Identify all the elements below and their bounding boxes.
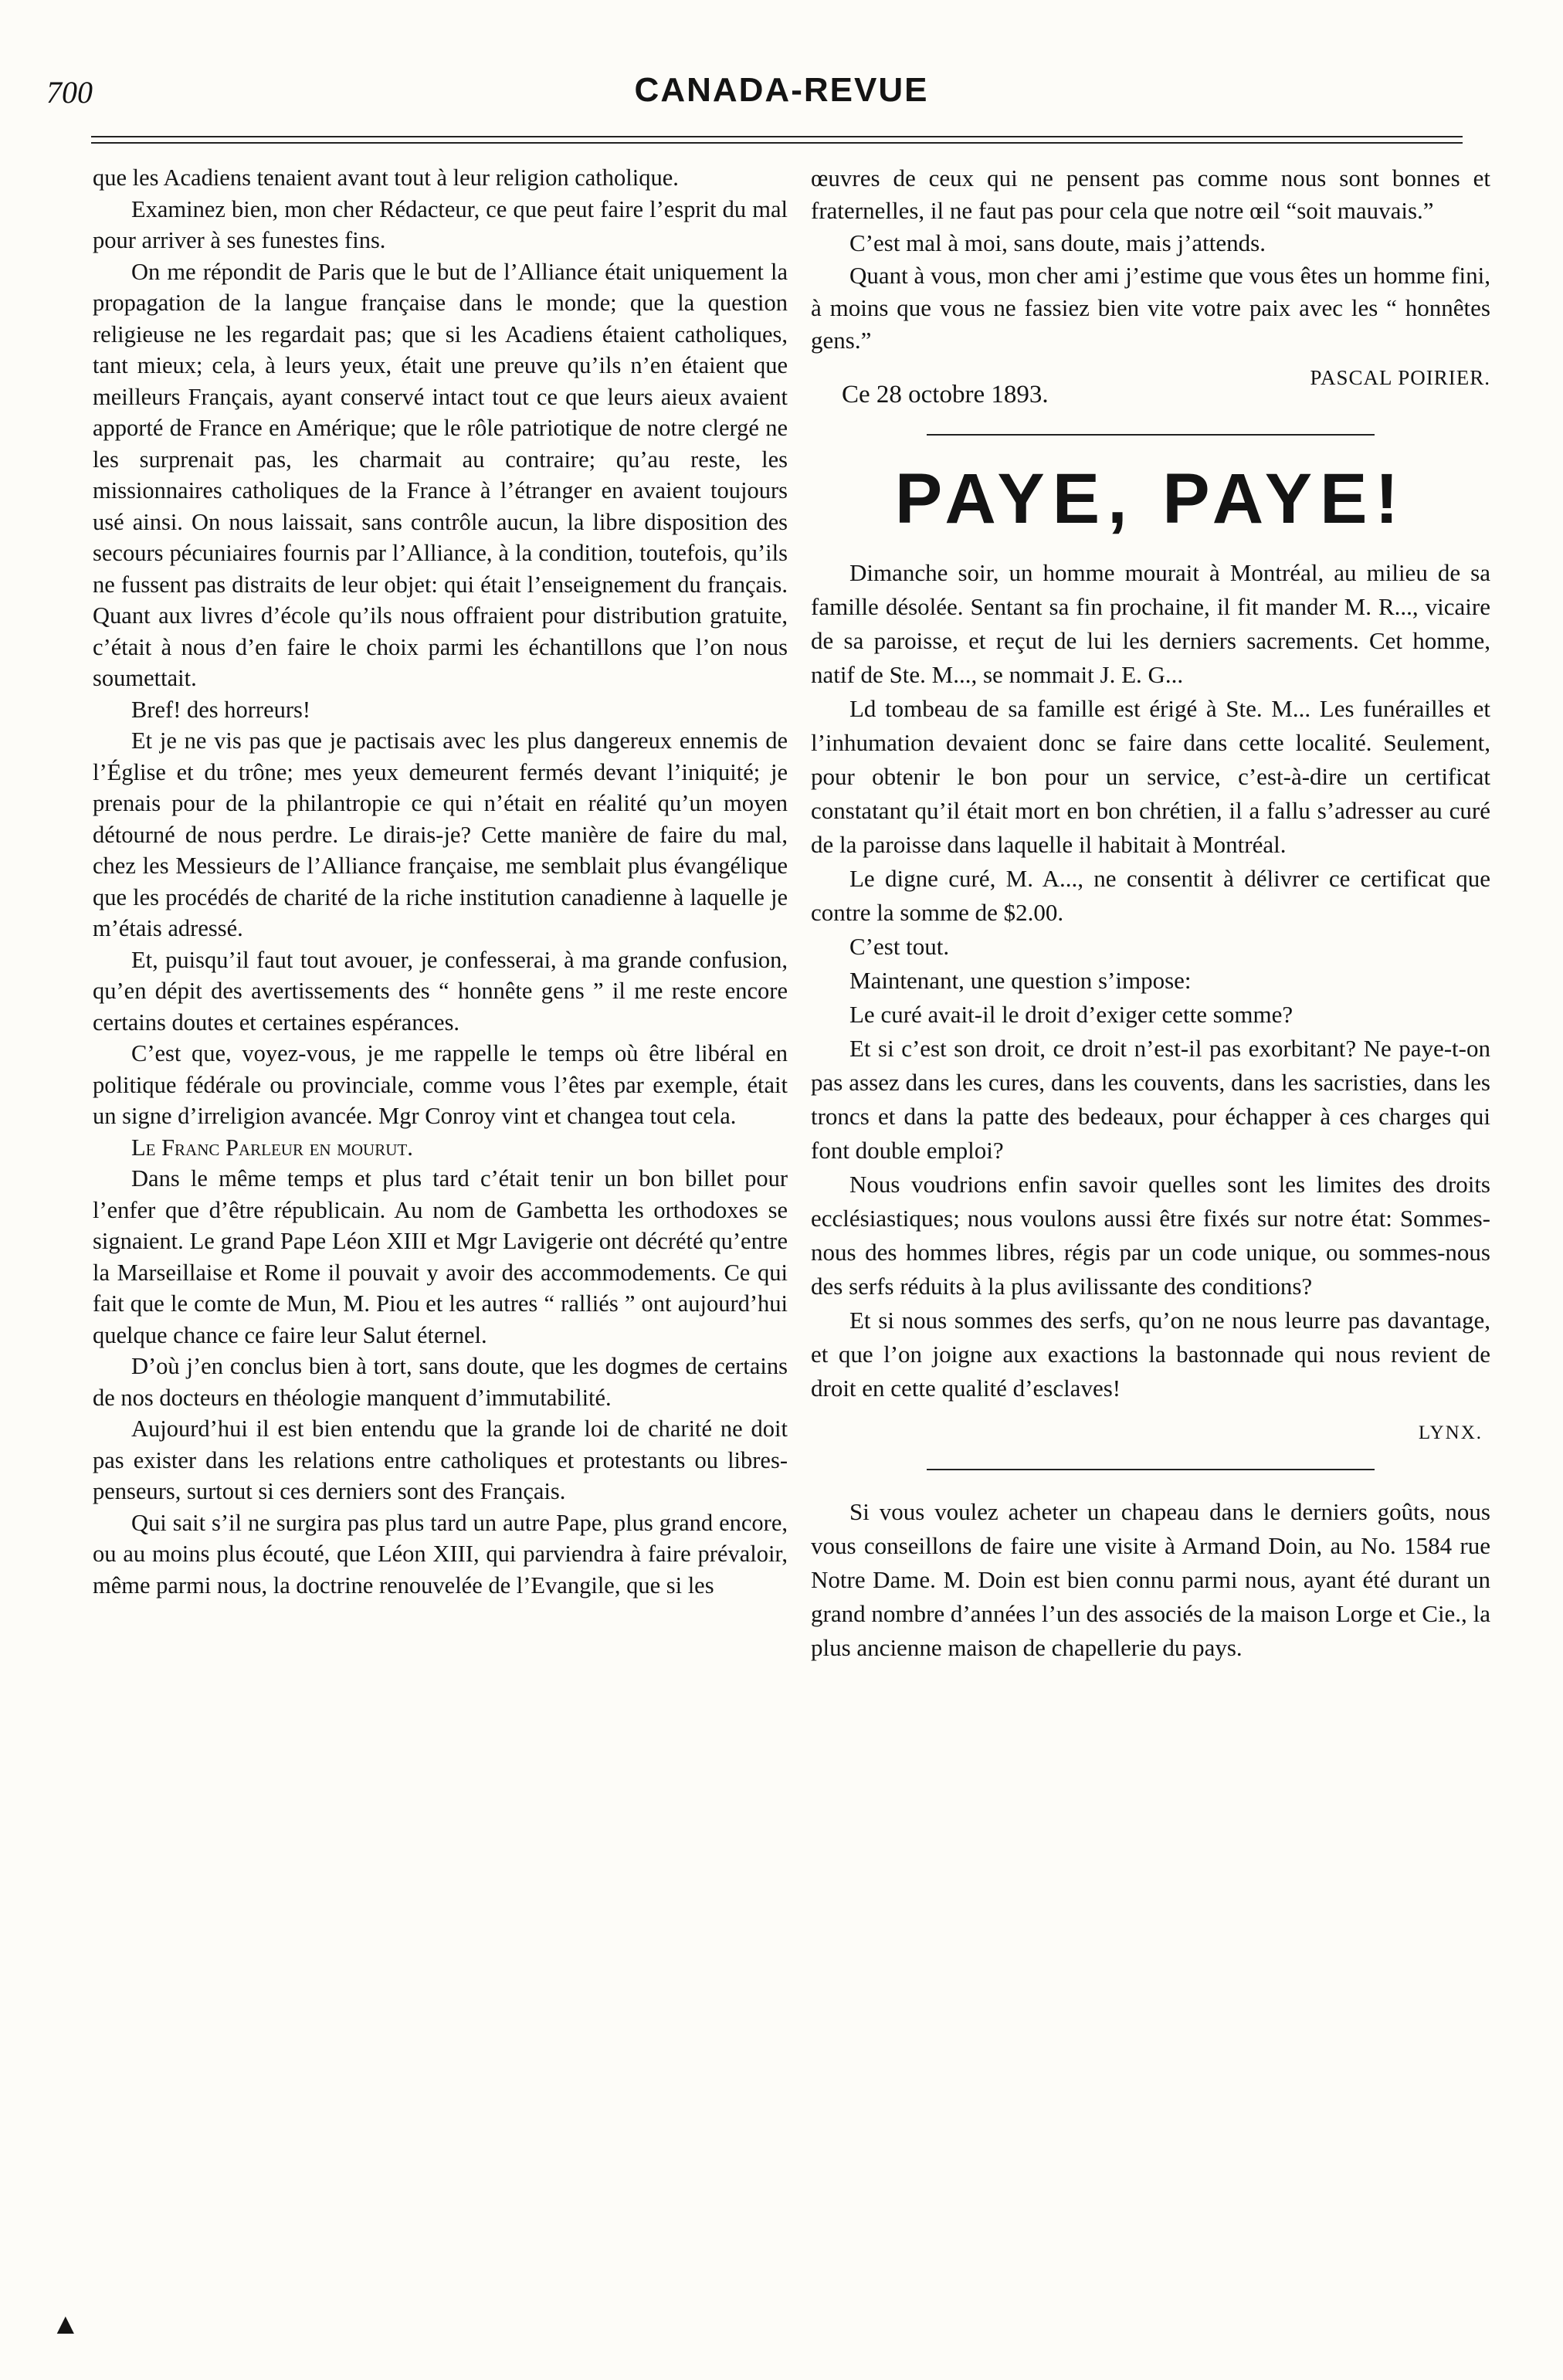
paragraph: Le curé avait-il le droit d’exiger cette somme? [849,1001,1293,1028]
paragraph: D’où j’en conclus bien à tort, sans doute, que les dogmes de certains de nos docteurs en théologie manquent d’immutabilité. [93,1353,788,1411]
paragraph: Aujourd’hui il est bien entendu que la grande loi de charité ne doit pas exister dans les relations entre catholiques et protestants ou libres-penseurs, surtout si ces derniers sont des Français. [93,1415,788,1504]
paragraph: Le Franc Parleur en mourut. [131,1134,413,1161]
letter-conclusion [811,162,1490,409]
notice-paragraph: Si vous voulez acheter un chapeau dans le derniers goûts, nous vous conseillons de faire une visite à Armand Doin, au No. 1584 rue Notre Dame. M. Doin est bien connu parmi nous, ayant été durant un grand nombre d’années l’un des associés de la maison Lorge et Cie., la plus ancienne maison de chapellerie du pays. [811,1498,1490,1661]
paragraph: Maintenant, une question s’impose: [849,967,1192,994]
page-number: 700 [46,75,93,110]
letter-date: Ce 28 octobre 1893. [842,381,1049,409]
paragraph: Et je ne vis pas que je pactisais avec les plus dangereux ennemis de l’Église et du trône; mes yeux demeurent fermés devant l’iniquité; je prenais pour de la philantropie ce qui n’était en réalité qu’un moyen détourné de nous perdre. Le dirais-je? Cette manière de faire du mal, chez les Messieurs de l’Alliance française, me semblait plus évangélique que les procédés de charité de la riche institution canadienne à laquelle je m’étais adressé. [93,727,788,941]
section-divider [927,434,1375,436]
paragraph: Et si c’est son droit, ce droit n’est-il pas exorbitant? Ne paye-t-on pas assez dans les cures, dans les couvents, dans les sacristies, dans les troncs et dans la patte des bedeaux, pour échapper à ces charges qui font double emploi? [811,1035,1490,1164]
article-headline: PAYE, PAYE! [894,459,1407,538]
paragraph: Et si nous sommes des serfs, qu’on ne nous leurre pas davantage, et que l’on joigne aux exactions la bastonnade qui nous revient de droit en cette qualité d’esclaves! [811,1307,1490,1402]
header-rule-bottom [91,142,1463,144]
paragraph: Quant à vous, mon cher ami j’estime que vous êtes un homme fini, à moins que vous ne fassiez bien vite votre paix avec les “ honnêtes gens.” [811,262,1490,354]
article-signature: LYNX. [1418,1422,1483,1443]
paragraph: Ld tombeau de sa famille est érigé à Ste. M... Les funérailles et l’inhumation devaient donc se faire dans cette localité. Seulement, pour obtenir le bon pour un service, c’est-à-dire un certificat constatant qu’il était mort en bon chrétien, il a fallu s’adresser au curé de la paroisse dans laquelle il habitait à Montréal. [811,695,1490,858]
paragraph: Nous voudrions enfin savoir quelles sont les limites des droits ecclésiastiques; nous voulons aussi être fixés sur notre état: Sommes-nous des hommes libres, régis par un code unique, ou sommes-nous des serfs réduits à la plus avilissante des conditions? [811,1171,1490,1300]
header-rule-top [91,136,1463,137]
paragraph: Le digne curé, M. A..., ne consentit à délivrer ce certificat que contre la somme de $2.00. [811,865,1490,926]
paragraph: C’est que, voyez-vous, je me rappelle le temps où être libéral en politique fédérale ou provinciale, comme vous l’êtes par exemple, était un signe d’irreligion avancée. Mgr Conroy vint et changea tout cela. [93,1040,788,1129]
paragraph: Dans le même temps et plus tard c’était tenir un bon billet pour l’enfer que d’être républicain. Au nom de Gambetta les orthodoxes se signaient. Le grand Pape Léon XIII et Mgr Lavigerie ont décrété qu’entre la Marseillaise et Rome il pouvait y avoir des accommodements. Ce qui fait que le comte de Mun, M. Piou et les autres “ ralliés ” ont aujourd’hui quelque chance ce faire leur Salut éternel. [93,1165,788,1348]
journal-title: CANADA-REVUE [634,71,929,109]
paragraph: Et, puisqu’il faut tout avouer, je confesserai, à ma grande confusion, qu’en dépit des avertissements des “ honnête gens ” il me reste encore certains doutes et certaines espérances. [93,946,788,1036]
article-body [811,556,1490,1444]
printer-mark-icon: ▲ [51,2308,80,2341]
paragraph: Bref! des horreurs! [131,696,311,723]
paragraph: C’est tout. [849,933,950,960]
paragraph: Qui sait s’il ne surgira pas plus tard un autre Pape, plus grand encore, ou au moins plus écouté, que Léon XIII, qui parviendra à faire prévaloir, même parmi nous, la doctrine renouvelée de l’Evangile, que si les [93,1509,788,1599]
paragraph: Dimanche soir, un homme mourait à Montréal, au milieu de sa famille désolée. Sentant sa fin prochaine, il fit mander M. R..., vicaire de sa paroisse, et reçut de lui les derniers sacrements. Cet homme, natif de Ste. M..., se nommait J. E. G... [811,559,1490,688]
right-column [811,162,1490,1665]
paragraph: œuvres de ceux qui ne pensent pas comme nous sont bonnes et fraternelles, il ne faut pas pour cela que notre œil “soit mauvais.” [811,164,1490,224]
paragraph: Examinez bien, mon cher Rédacteur, ce que peut faire l’esprit du mal pour arriver à ses funestes fins. [93,195,788,253]
paragraph: que les Acadiens tenaient avant tout à leur religion catholique. [93,164,679,191]
left-column [93,162,788,1601]
paragraph: C’est mal à moi, sans doute, mais j’attends. [849,229,1266,256]
section-divider [927,1469,1375,1470]
paragraph: On me répondit de Paris que le but de l’Alliance était uniquement la propagation de la langue française dans le monde; que la question religieuse ne les regardait pas; que si les Acadiens étaient catholiques, tant mieux; cela, à leurs yeux, était une preuve qu’ils n’en étaient que meilleurs Français, ayant conservé intact tout ce que leurs aieux avaient apporté de France en Amérique; que le rôle patriotique de notre clergé ne les surprenait pas, les charmait au contraire; qu’au reste, les missionnaires catholiques de la France à l’étranger en avaient toujours usé ainsi. On nous laissait, sans contrôle aucun, la libre disposition des secours pécuniaires fournis par l’Alliance, à la condition, toutefois, qu’ils ne fussent pas distraits de leur objet: qui était l’enseignement du français. Quant aux livres d’école qu’ils nous offraient pour distribution gratuite, c’était à nous d’en faire le choix parmi les échantillons que l’on nous soumettait. [93,258,788,691]
letter-signature: PASCAL POIRIER. [1310,366,1490,389]
